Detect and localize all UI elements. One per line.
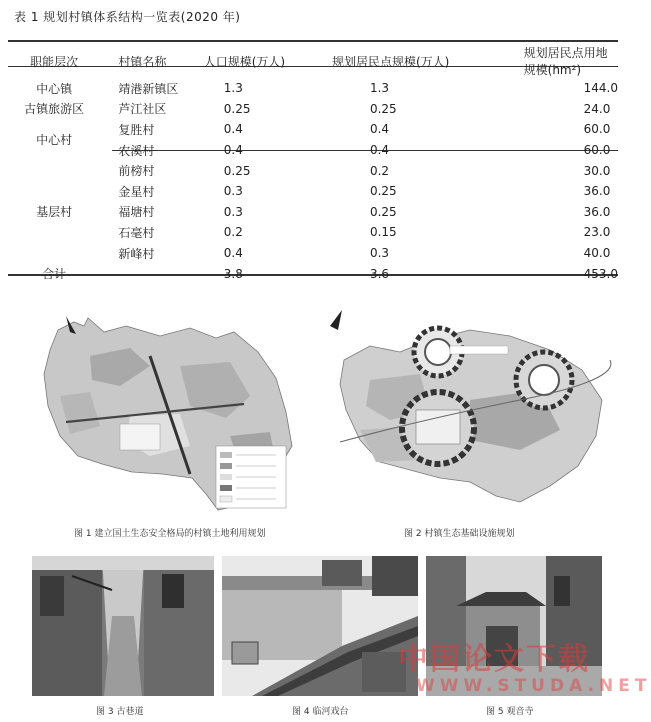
cell-name: 芦江社区: [118, 102, 167, 117]
table-row: [8, 78, 618, 99]
cell-area: 36.0: [583, 204, 611, 219]
cell-area: 60.0: [583, 122, 611, 137]
cell-area: 60.0: [583, 143, 611, 158]
cell-plan-pop: 0.2: [369, 163, 390, 178]
figure-2-caption: 图 2 村镇生态基础设施规划: [404, 529, 515, 539]
cell-area: 144.0: [583, 81, 618, 96]
table-row: [8, 222, 618, 243]
table-row: [8, 181, 618, 202]
cell-plan-pop: 0.25: [369, 101, 397, 116]
table-row-total: [8, 263, 618, 284]
cell-pop: 0.25: [223, 101, 251, 116]
cell-area: 24.0: [583, 101, 611, 116]
cell-plan-pop: 0.25: [369, 184, 397, 199]
cell-name: 新峰村: [118, 246, 155, 261]
cell-pop: 0.4: [223, 246, 243, 261]
cell-level-merged: 基层村: [36, 205, 73, 220]
cell-pop: 0.4: [223, 122, 243, 137]
figure-3-caption: 图 3 古巷道: [96, 707, 144, 717]
table-row: [8, 202, 618, 223]
cell-pop: 0.4: [223, 143, 243, 158]
cell-plan-pop: 0.4: [369, 143, 390, 158]
figure-4-caption: 图 4 临河戏台: [292, 707, 349, 717]
cell-area: 30.0: [583, 163, 611, 178]
cell-pop: 0.25: [223, 163, 251, 178]
cell-level: 合计: [42, 267, 67, 282]
table-header-row: [8, 44, 618, 78]
cell-name: 复胜村: [118, 122, 155, 137]
cell-level: 中心镇: [36, 81, 73, 96]
cell-pop: 0.3: [223, 184, 243, 199]
village-system-table: [8, 44, 618, 284]
cell-level: 古镇旅游区: [24, 102, 85, 117]
cell-name: 石毫村: [118, 225, 155, 240]
header-level: 职能层次: [30, 54, 79, 69]
cell-name: [100, 263, 189, 284]
header-name: 村镇名称: [118, 54, 167, 69]
cell-plan-pop: 0.4: [369, 122, 390, 137]
table-row: [8, 140, 618, 161]
cell-name: 靖港新镇区: [118, 81, 179, 96]
header-plan-pop: 规划居民点规模(万人): [331, 54, 450, 69]
cell-pop: 0.2: [223, 225, 243, 240]
cell-plan-pop: 0.25: [369, 204, 397, 219]
cell-plan-pop: 1.3: [369, 81, 390, 96]
cell-plan-pop: 3.6: [369, 266, 390, 281]
cell-name: 金星村: [118, 184, 155, 199]
table-row: [8, 119, 618, 140]
figure-3-ancient-alley-photo: [32, 556, 214, 696]
cell-pop: 1.3: [223, 81, 243, 96]
cell-area: 453.0: [583, 266, 618, 281]
header-pop: 人口规模(万人): [203, 54, 286, 69]
cell-area: 36.0: [583, 184, 611, 199]
watermark-cn: 中国论文下载: [398, 642, 590, 677]
cell-plan-pop: 0.15: [369, 225, 397, 240]
table-row: [8, 243, 618, 264]
figure-5-caption: 图 5 观音寺: [486, 707, 534, 717]
watermark-url: WWW.STUDA.NET: [416, 676, 651, 696]
cell-name: 农溪村: [118, 143, 155, 158]
table-caption: 表 1 规划村镇体系结构一览表(2020 年): [14, 10, 241, 24]
cell-plan-pop: 0.3: [369, 246, 390, 261]
figure-4-riverside-stage-photo: [222, 556, 418, 696]
table-row: [8, 99, 618, 120]
table-row: [8, 160, 618, 181]
cell-level-merged: 中心村: [36, 133, 73, 148]
table-top-rule: [8, 40, 618, 42]
cell-area: 23.0: [583, 225, 611, 240]
header-area: 规划居民点用地规模(hm²): [523, 46, 608, 77]
cell-name: 前榜村: [118, 164, 155, 179]
cell-name: 福塘村: [118, 205, 155, 220]
figure-1-land-use-map: [30, 296, 306, 518]
cell-area: 40.0: [583, 246, 611, 261]
figure-2-eco-infrastructure-map: [320, 290, 616, 518]
figure-1-caption: 图 1 建立国土生态安全格局的村镇土地利用规划: [74, 529, 266, 539]
cell-pop: 0.3: [223, 204, 243, 219]
cell-pop: 3.8: [223, 266, 243, 281]
